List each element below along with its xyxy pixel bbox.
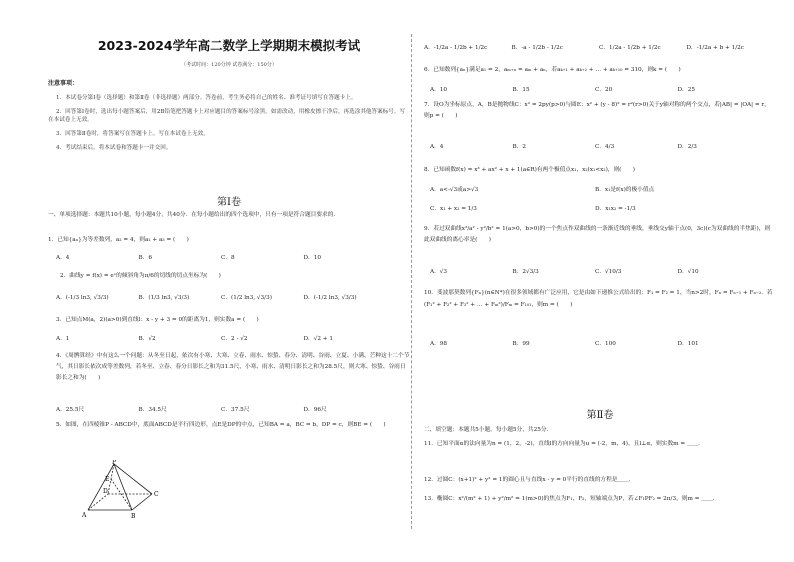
option: B．15 [512,87,530,93]
option: A．-1/2a - 1/2b + 1/2c [424,45,488,51]
option: C．37.5尺 [221,407,250,413]
option: D．√10 [677,269,699,275]
question-options [424,42,774,51]
question-stem: 10．斐波那契数列{Fₙ}(n∈N*)在很多领域都有广泛应用，它是由如下递推公式给出的：F₁ = F₂ = 1，当n>2时，Fₙ = Fₙ₋₁ + Fₙ₋₂．若 (F₁² + F₂² + F₃² + … + Fₘ²)/Fₘ = F₁₀₁，则m = ( ) [424,290,773,308]
edge-bc [132,494,152,510]
question-options [56,404,386,413]
option: C．4/3 [595,144,615,150]
option: D．-1/2a + b + 1/2c [686,45,744,51]
column-divider [411,34,412,529]
notice-item: 2．回答第Ⅰ卷时，选出每小题答案后，用2B铅笔把答题卡上对应题目的答案标号涂黑。如需改动，用橡皮擦干净后，再选涂其他答案标号。写在本试卷上无效。 [48,109,406,123]
option: A．10 [430,87,448,93]
option: D．10 [303,255,321,261]
option: C．20 [595,87,613,93]
fill-question: 11．已知平面α的法向量为n = (1，2，-2)，直线l的方向向量为u = (-2，m，4)，且l⊥α，则实数m = ＿＿． [424,441,704,447]
notice-item: 4．考试结束后，将本试卷和答题卡一并交回。 [56,145,172,151]
question-stem: 9．若过双曲线x²/a² - y²/b² = 1(a>0，b>0)的一个焦点作双曲线的一条渐近线的垂线，垂线交y轴于点(0，3c)(c为双曲线的半焦距)，则此双曲线的离心率是( ) [424,226,771,243]
question-options [430,203,760,212]
option: A．√3 [430,269,448,275]
option: C．8 [221,255,235,261]
question-stem: 3．已知点M(a，2)(a>0)到直线l：x - y + 3 = 0的距离为1，则实数a = ( ) [56,317,259,323]
notice-item: 1．本试卷分第Ⅰ卷（选择题）和第Ⅱ卷（非选择题）两部分。答卷前，考生务必将自己的姓名、准考证号填写在答题卡上。 [56,95,357,101]
option: A．1 [56,336,70,342]
question-options [430,266,760,275]
vertex-label-b: B [131,513,136,520]
option: B．(1/3 ln3, √3/3) [138,295,190,301]
notice-block [48,78,410,151]
notice-item: 3．回答第Ⅱ卷时，将答案写在答题卡上。写在本试卷上无效。 [56,131,209,137]
exam-title: 2023-2024学年高二数学上学期期末模拟考试 [97,38,361,53]
section-2-intro: 二、填空题：本题共5小题，每小题5分，共25分． [424,427,553,433]
question-options [56,333,386,342]
question-stem: 8．已知函数f(x) = x³ + ax² + x + 1(a∈R)有两个极值点x₁，x₂(x₁<x₂)，则( ) [424,167,635,173]
section-1-title: 第Ⅰ卷 [217,197,241,208]
option: D．√2 + 1 [303,336,333,342]
option: C．x₁ + x₂ = 1/3 [430,206,477,212]
option: A．25.5尺 [56,407,85,413]
option: D．x₁x₂ = -1/3 [595,206,636,212]
question-options [430,84,760,93]
option: B．-a - 1/2b - 1/2c [511,45,563,51]
option: A．4 [430,144,444,150]
option: C．√10/3 [595,269,622,275]
question-options [430,141,760,150]
option: B．99 [512,341,530,347]
question-stem: 4．《周髀算经》中有这么一个问题：从冬至日起，依次有小寒、大寒、立春、雨水、惊蛰、春分、清明、谷雨、立夏、小满、芒种这十二个节气，其日影长依次成等差数列，若冬至、立春、春分日影长之和为31.5尺，小寒、雨水、清明日影长之和为28.5尺，则大寒、惊蛰、谷雨日影长之和为( ) [56,353,410,382]
option: B．2√3/3 [512,269,539,275]
option: C．(1/2 ln3, √3/3) [221,295,272,301]
question-options [430,338,760,347]
option: C．2 - √2 [221,336,248,342]
edge-pa [88,464,114,510]
option: D．101 [677,341,699,347]
question-stem: 2．曲线y = f(x) = eˣ的倾斜角为π/6的切线的切点坐标为( ) [60,273,221,279]
option: B．√2 [138,336,156,342]
question-stem: 1．已知{aₙ}为等差数列，a₂ = 4，则a₁ + a₃ = ( ) [48,237,189,243]
vertex-label-c: C [154,491,159,498]
fill-question: 12．过圆C：(x+1)² + y² = 1的圆心且与直线x - y = 0平行的直线的方程是＿＿． [424,477,635,483]
option: D．25 [677,87,695,93]
pyramid-diagram [80,460,170,520]
edge-ad [88,494,108,510]
question-stem: 7．设O为坐标原点，A，B是抛物线C：x² = 2py(p>0)与圆E：x² + (y - 8)² = r²(r>0)关于y轴对称的两个交点，若|AB| = |OA| = r，则p = ( ) [424,102,770,119]
vertex-label-p: P [112,460,117,466]
question-options [430,184,760,193]
option: A．98 [430,341,448,347]
option: B．6 [138,255,152,261]
option: B．x₁是f(x)的极小值点 [595,187,655,193]
exam-subtitle: （考试时间：120分钟 试卷满分：150分） [181,62,277,68]
option: A．(-1/3 ln3, √3/3) [56,295,109,301]
option: B．34.5尺 [138,407,167,413]
question-options [56,252,386,261]
question-options [56,292,386,301]
option: C．100 [595,341,616,347]
notice-heading: 注意事项： [48,80,79,87]
section-1-intro: 一、单项选择题：本题共10小题，每小题4分，共40分．在每小题给出的四个选项中，只有一项是符合题目要求的． [48,212,340,218]
option: D．(-1/2 ln3, √3/3) [303,295,357,301]
option: A．a<-√3或a>√3 [430,187,479,193]
option: C．1/2a - 1/2b + 1/2c [599,45,661,51]
question-stem: 5．如图，在四棱锥P - ABCD中，底面ABCD是平行四边形，点E是DP的中点，已知BA = a，BC = b，DP = c，则BE = ( ) [56,422,386,428]
section-2-title: 第Ⅱ卷 [586,410,614,421]
option: B．2 [512,144,526,150]
option: A．4 [56,255,70,261]
question-stem: 6．已知数列{aₙ}满足a₁ = 2，aₘ₊ₙ = aₘ + aₙ，若aₖ₊₁ + aₖ₊₂ + … + aₖ₊₁₀ = 310，则k = ( ) [424,67,681,73]
vertex-label-e: E [105,476,110,483]
option: D．2/3 [677,144,697,150]
vertex-label-d: D [103,488,108,495]
vertex-label-a: A [82,512,87,519]
fill-question: 13．椭圆C：x²/(m² + 1) + y²/m² = 1(m>0)的焦点为F₁，F₂，短轴端点为P，若∠F₁PF₂ = 2π/3，则m = ＿＿． [424,496,719,502]
option: D．96尺 [303,407,327,413]
